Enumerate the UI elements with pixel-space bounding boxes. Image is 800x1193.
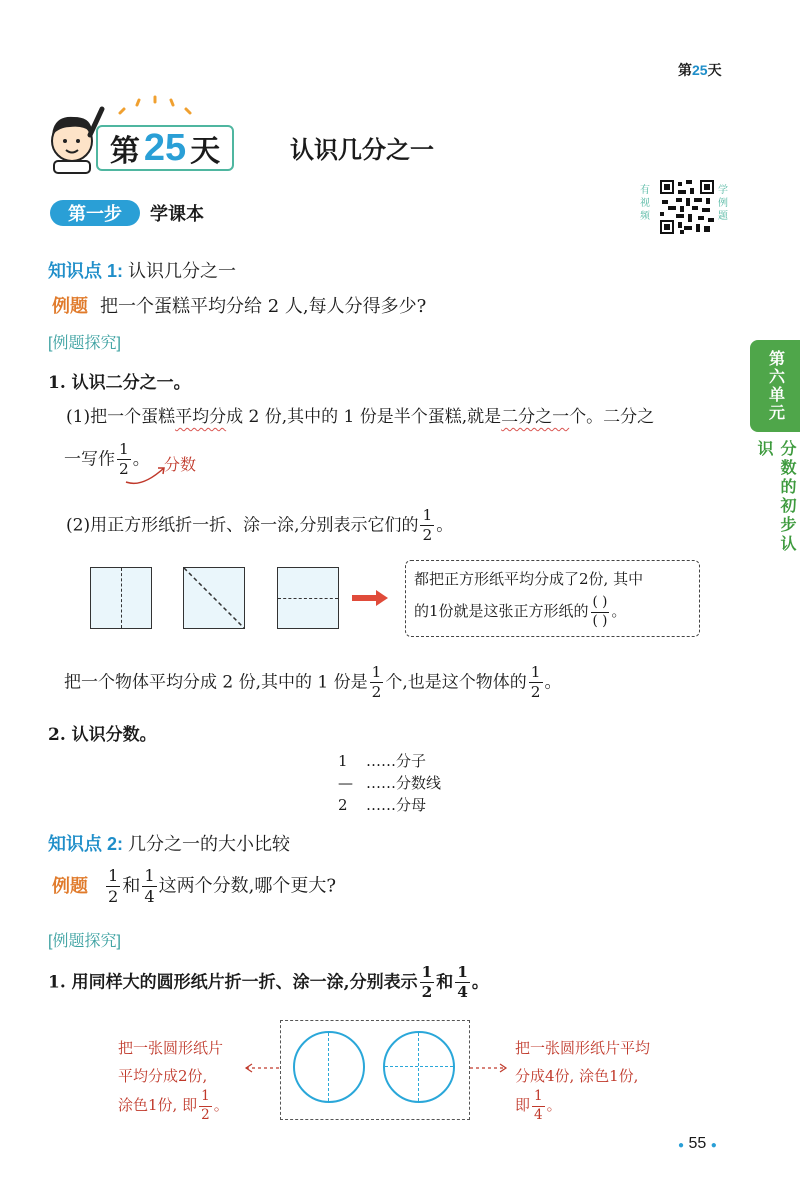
denominator-row: 2 ……分母 [338, 796, 427, 814]
paragraph-1-line-2: 一写作 $\frac{1}{2}$ 。 [64, 440, 150, 479]
section-1-heading: 1. 认识二分之一。 [48, 373, 191, 393]
right-note: 把一张圆形纸片平均 分成4份, 涂色1份, 即 $\frac{1}{4}$ 。 [515, 1039, 651, 1123]
sun-rays-icon [115, 95, 205, 119]
conclusion-line-1: 都把正方形纸平均分成了2份, 其中 [414, 570, 644, 588]
fraction-parts-diagram [338, 750, 441, 816]
summary-sentence: 把一个物体平均分成 2 份,其中的 1 份是 $\frac{1}{2}$ 个,也是这个物体的 $\frac{1}{2}$ 。 [64, 663, 562, 702]
circles-frame [280, 1020, 470, 1120]
left-note: 把一张圆形纸片 平均分成2份, 涂色1份, 即 $\frac{1}{2}$ 。 [118, 1039, 229, 1123]
circle-halves [293, 1031, 365, 1103]
right-dashed-arrow [468, 1062, 510, 1074]
explore-label-1: [例题探究] [48, 335, 121, 352]
knowledge-point-1-heading: 知识点 1: 认识几分之一 [48, 261, 237, 281]
example-1: 例题 把一个蛋糕平均分给 2 人,每人分得多少? [52, 296, 427, 317]
day-badge: 第 25 天 [96, 125, 234, 171]
unit-tab[interactable]: 第六单元 [750, 340, 800, 432]
qr-code-icon[interactable] [660, 180, 714, 234]
step-badge: 第一步 [50, 200, 140, 226]
section-2-heading: 2. 认识分数。 [48, 725, 157, 745]
square-diagonal-fold [183, 567, 245, 629]
fraction-one-half: $\frac{1}{2}$ [119, 440, 129, 479]
qr-left-caption: 有视频 [640, 185, 650, 222]
fraction-bar-row: — ……分数线 [338, 774, 442, 792]
right-arrow-icon [352, 588, 390, 608]
topic-tab[interactable]: 分数的初步认识 [750, 440, 800, 570]
annotation-fraction-note: 分数 [164, 455, 197, 474]
page-number: ● 55 ● [678, 1135, 717, 1152]
blank-fraction[interactable]: $\frac{( )}{( )}$ [592, 594, 608, 629]
explore-label-2: [例题探究] [48, 933, 121, 950]
knowledge-point-2-heading: 知识点 2: 几分之一的大小比较 [48, 834, 291, 854]
section-kp2-heading: 1. 用同样大的圆形纸片折一折、涂一涂,分别表示 $\frac{1}{2}$ 和 $\frac{1}{4}$ 。 [48, 963, 489, 1002]
numerator-row: 1 ……分子 [338, 752, 427, 770]
example-2: 例题 $\frac{1}{2}$ 和 $\frac{1}{4}$ 这两个分数,哪个更大? [52, 866, 336, 907]
circle-quarters [383, 1031, 455, 1103]
page-title: 认识几分之一 [290, 137, 434, 164]
square-vertical-fold [90, 567, 152, 629]
left-dashed-arrow [244, 1062, 284, 1074]
square-horizontal-fold [277, 567, 339, 629]
step-title: 学课本 [150, 204, 204, 224]
corner-day-label: 第25天 [678, 62, 722, 78]
qr-right-caption: 学例题 [718, 185, 728, 222]
conclusion-line-2: 的1份就是这张正方形纸的 $\frac{( )}{( )}$ 。 [414, 594, 627, 629]
paragraph-1-line-1: (1)把一个蛋糕平均分成 2 份,其中的 1 份是半个蛋糕,就是二分之一个。二分之 [66, 407, 655, 427]
paragraph-2: (2)用正方形纸折一折、涂一涂,分别表示它们的 $\frac{1}{2}$ 。 [66, 506, 454, 545]
